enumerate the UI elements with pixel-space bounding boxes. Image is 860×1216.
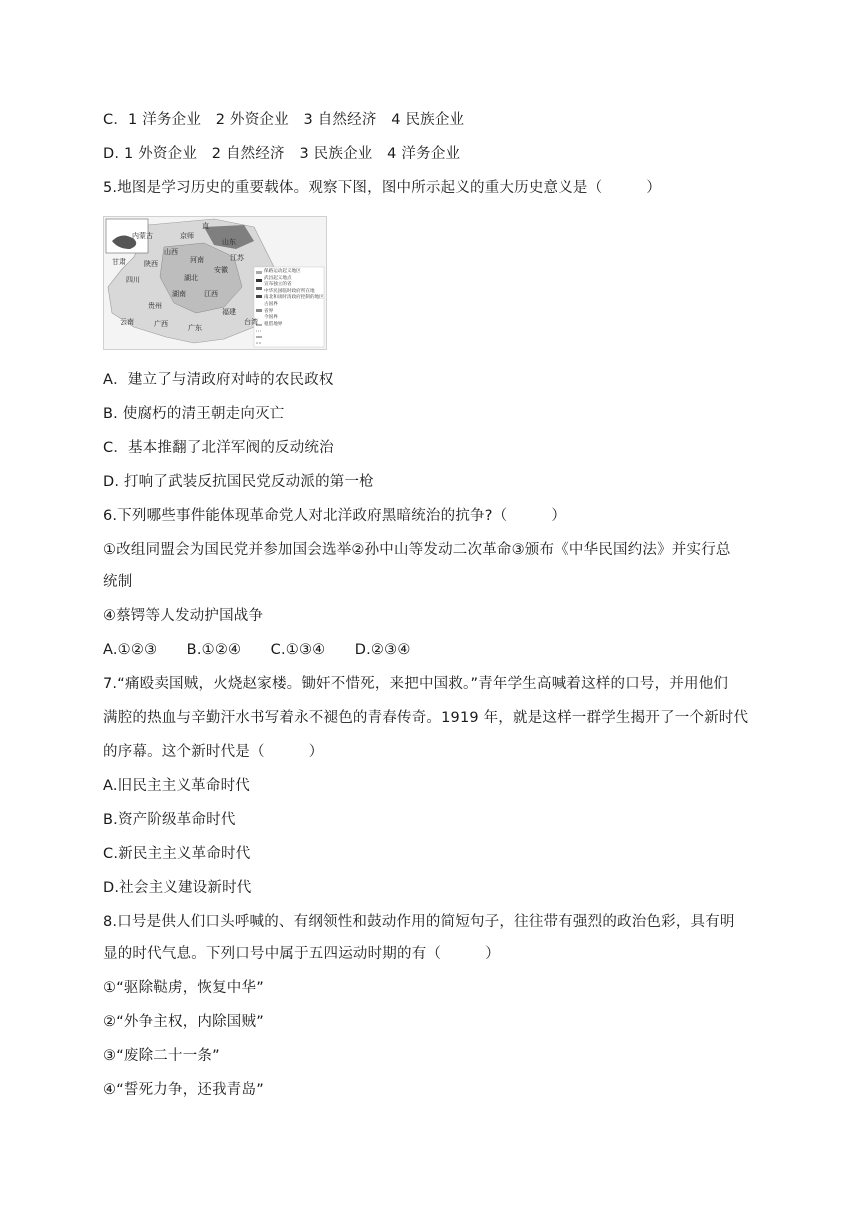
legend-item: 中华民国临时政府所在地 [264, 288, 315, 294]
q6-items-line-1: ①改组同盟会为国民党并参加国会选举②孙中山等发动二次革命③颁布《中华民国约法》并实行总 [103, 542, 731, 558]
map-label: 湖南 [172, 290, 186, 298]
legend-item: 宣布独立的省 [264, 282, 292, 288]
map-label: 广西 [154, 320, 168, 328]
q8-item-2: ②“外争主权，内除国贼” [103, 1014, 264, 1030]
legend-item: 租借地界 [264, 321, 283, 327]
legend-item: 武昌起义地点 [264, 275, 292, 281]
q7-stem-line-1: 7.“痛殴卖国贼，火烧赵家楼。锄奸不惜死，来把中国救。”青年学生高喊着这样的口号，并用他们 [103, 676, 729, 692]
map-label: 京师 [180, 232, 194, 240]
q8-item-1: ①“驱除鞑虏，恢复中华” [103, 980, 264, 996]
map-legend [264, 269, 324, 328]
q8-stem-line-2: 显的时代气息。下列口号中属于五四运动时期的有（ ） [103, 946, 500, 962]
q4-option-c: C．1 洋务企业 2 外资企业 3 自然经济 4 民族企业 [103, 112, 465, 128]
q5-stem: 5.地图是学习历史的重要载体。观察下图，图中所示起义的重大历史意义是（ ） [103, 180, 662, 196]
q8-item-4: ④“誓死力争，还我青岛” [103, 1082, 264, 1098]
q7-option-c: C.新民主主义革命时代 [103, 846, 251, 862]
map-label: 福建 [222, 308, 236, 316]
map-label: 贵州 [148, 302, 162, 310]
q7-option-d: D.社会主义建设新时代 [103, 880, 252, 896]
map-label: 台湾 [244, 318, 258, 326]
q8-item-3: ③“废除二十一条” [103, 1048, 220, 1064]
q8-stem-line-1: 8.口号是供人们口头呼喊的、有纲领性和鼓动作用的简短句子，往往带有强烈的政治色彩，具有明 [103, 914, 735, 930]
legend-item: 省界 [264, 308, 274, 314]
map-label: 山西 [164, 248, 178, 256]
map-label: 江苏 [230, 254, 244, 262]
legend-item: 保路运动起义地区 [264, 269, 301, 274]
q7-option-a: A.旧民主主义革命时代 [103, 778, 250, 794]
legend-item: 今国界 [264, 315, 278, 321]
q7-option-b: B.资产阶级革命时代 [103, 812, 236, 828]
map-label: 内蒙古 [132, 232, 153, 240]
q6-stem: 6.下列哪些事件能体现革命党人对北洋政府黑暗统治的抗争?（ ） [103, 508, 567, 524]
map-label: 河南 [190, 256, 204, 264]
map-label: 山东 [222, 238, 236, 246]
q6-items-line-2: 统制 [103, 574, 133, 590]
uprising-map [103, 216, 327, 350]
map-label: 云南 [120, 318, 134, 326]
q6-options: A.①②③ B.①②④ C.①③④ D.②③④ [103, 642, 411, 658]
map-label: 安徽 [214, 266, 228, 274]
q4-option-d: D. 1 外资企业 2 自然经济 3 民族企业 4 洋务企业 [103, 146, 461, 162]
map-label: 广东 [188, 324, 202, 332]
map-label: 江西 [204, 290, 218, 298]
q5-option-b: B. 使腐朽的清王朝走向灭亡 [103, 406, 285, 422]
q5-option-a: A．建立了与清政府对峙的农民政权 [103, 372, 334, 388]
map-label: 四川 [126, 276, 140, 284]
q6-items-line-3: ④蔡锷等人发动护国战争 [103, 608, 264, 624]
legend-item: 南北和谈时清政府控制的地区 [264, 295, 324, 301]
map-label: 甘肃 [112, 258, 126, 266]
q5-option-c: C．基本推翻了北洋军阀的反动统治 [103, 440, 334, 456]
map-label: 湖北 [184, 274, 198, 282]
q5-option-d: D. 打响了武装反抗国民党反动派的第一枪 [103, 474, 374, 490]
q7-stem-line-2: 满腔的热血与辛勤汗水书写着永不褪色的青春传奇。1919 年，就是这样一群学生揭开了一个新时代 [103, 710, 749, 726]
map-label: 陕西 [144, 260, 158, 268]
legend-item: 古国界 [264, 301, 278, 307]
map-label: 直 [202, 222, 209, 230]
q7-stem-line-3: 的序幕。这个新时代是（ ） [103, 744, 324, 760]
